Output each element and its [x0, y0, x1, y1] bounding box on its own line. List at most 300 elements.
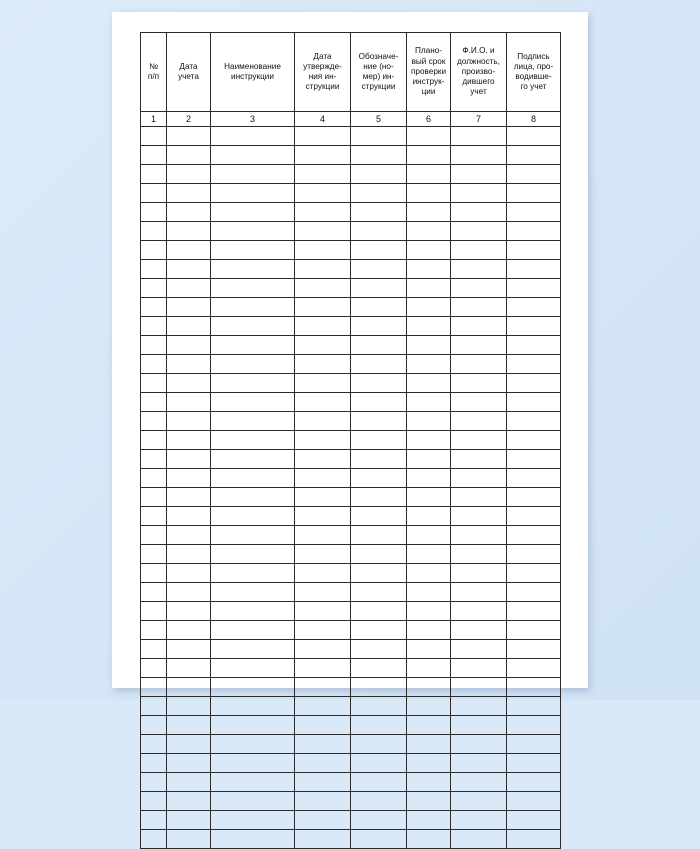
- table-row[interactable]: [141, 241, 561, 260]
- table-cell-c3[interactable]: [211, 431, 295, 450]
- table-cell-c7[interactable]: [451, 583, 507, 602]
- table-cell-c8[interactable]: [507, 222, 561, 241]
- table-cell-c1[interactable]: [141, 355, 167, 374]
- table-cell-c7[interactable]: [451, 374, 507, 393]
- table-cell-c6[interactable]: [407, 393, 451, 412]
- table-cell-c2[interactable]: [167, 583, 211, 602]
- table-cell-c7[interactable]: [451, 260, 507, 279]
- table-cell-c8[interactable]: [507, 374, 561, 393]
- table-cell-c3[interactable]: [211, 621, 295, 640]
- table-cell-c6[interactable]: [407, 355, 451, 374]
- table-cell-c6[interactable]: [407, 488, 451, 507]
- table-cell-c6[interactable]: [407, 317, 451, 336]
- table-cell-c1[interactable]: [141, 431, 167, 450]
- table-cell-c2[interactable]: [167, 393, 211, 412]
- table-cell-c6[interactable]: [407, 545, 451, 564]
- table-cell-c2[interactable]: [167, 279, 211, 298]
- table-row[interactable]: [141, 222, 561, 241]
- table-cell-c1[interactable]: [141, 317, 167, 336]
- table-cell-c4[interactable]: [295, 602, 351, 621]
- table-cell-c8[interactable]: [507, 450, 561, 469]
- table-cell-c2[interactable]: [167, 735, 211, 754]
- table-cell-c8[interactable]: [507, 811, 561, 830]
- table-cell-c8[interactable]: [507, 317, 561, 336]
- table-cell-c5[interactable]: [351, 165, 407, 184]
- table-cell-c5[interactable]: [351, 735, 407, 754]
- table-cell-c4[interactable]: [295, 469, 351, 488]
- table-row[interactable]: [141, 431, 561, 450]
- table-cell-c1[interactable]: [141, 336, 167, 355]
- table-row[interactable]: [141, 659, 561, 678]
- table-cell-c3[interactable]: [211, 222, 295, 241]
- table-cell-c3[interactable]: [211, 336, 295, 355]
- table-cell-c8[interactable]: [507, 412, 561, 431]
- table-cell-c5[interactable]: [351, 222, 407, 241]
- table-row[interactable]: [141, 260, 561, 279]
- table-cell-c6[interactable]: [407, 621, 451, 640]
- table-cell-c7[interactable]: [451, 431, 507, 450]
- table-cell-c4[interactable]: [295, 222, 351, 241]
- table-cell-c3[interactable]: [211, 146, 295, 165]
- table-cell-c6[interactable]: [407, 716, 451, 735]
- table-row[interactable]: [141, 298, 561, 317]
- table-row[interactable]: [141, 773, 561, 792]
- table-cell-c8[interactable]: [507, 545, 561, 564]
- table-cell-c2[interactable]: [167, 640, 211, 659]
- table-row[interactable]: [141, 279, 561, 298]
- table-cell-c7[interactable]: [451, 355, 507, 374]
- table-cell-c5[interactable]: [351, 792, 407, 811]
- table-cell-c2[interactable]: [167, 165, 211, 184]
- table-cell-c8[interactable]: [507, 564, 561, 583]
- table-cell-c7[interactable]: [451, 336, 507, 355]
- table-cell-c8[interactable]: [507, 146, 561, 165]
- table-cell-c4[interactable]: [295, 811, 351, 830]
- table-cell-c2[interactable]: [167, 564, 211, 583]
- table-cell-c4[interactable]: [295, 317, 351, 336]
- table-cell-c4[interactable]: [295, 773, 351, 792]
- table-cell-c7[interactable]: [451, 127, 507, 146]
- table-cell-c4[interactable]: [295, 507, 351, 526]
- table-cell-c5[interactable]: [351, 830, 407, 849]
- table-cell-c8[interactable]: [507, 184, 561, 203]
- table-cell-c6[interactable]: [407, 222, 451, 241]
- table-cell-c2[interactable]: [167, 792, 211, 811]
- table-cell-c3[interactable]: [211, 811, 295, 830]
- table-cell-c3[interactable]: [211, 241, 295, 260]
- table-cell-c1[interactable]: [141, 773, 167, 792]
- table-cell-c3[interactable]: [211, 735, 295, 754]
- table-cell-c5[interactable]: [351, 583, 407, 602]
- table-cell-c5[interactable]: [351, 298, 407, 317]
- table-cell-c8[interactable]: [507, 279, 561, 298]
- table-cell-c8[interactable]: [507, 127, 561, 146]
- table-cell-c2[interactable]: [167, 621, 211, 640]
- table-cell-c2[interactable]: [167, 773, 211, 792]
- table-cell-c1[interactable]: [141, 716, 167, 735]
- table-cell-c1[interactable]: [141, 450, 167, 469]
- table-cell-c5[interactable]: [351, 260, 407, 279]
- table-cell-c6[interactable]: [407, 526, 451, 545]
- table-cell-c3[interactable]: [211, 127, 295, 146]
- table-cell-c1[interactable]: [141, 678, 167, 697]
- table-cell-c8[interactable]: [507, 203, 561, 222]
- table-cell-c7[interactable]: [451, 393, 507, 412]
- table-cell-c7[interactable]: [451, 469, 507, 488]
- table-cell-c7[interactable]: [451, 545, 507, 564]
- table-cell-c7[interactable]: [451, 317, 507, 336]
- table-row[interactable]: [141, 830, 561, 849]
- table-cell-c6[interactable]: [407, 678, 451, 697]
- table-cell-c1[interactable]: [141, 222, 167, 241]
- table-cell-c4[interactable]: [295, 697, 351, 716]
- table-cell-c4[interactable]: [295, 754, 351, 773]
- table-cell-c7[interactable]: [451, 279, 507, 298]
- table-row[interactable]: [141, 393, 561, 412]
- table-cell-c6[interactable]: [407, 564, 451, 583]
- table-cell-c8[interactable]: [507, 735, 561, 754]
- table-cell-c7[interactable]: [451, 697, 507, 716]
- table-cell-c4[interactable]: [295, 564, 351, 583]
- table-cell-c4[interactable]: [295, 127, 351, 146]
- table-cell-c8[interactable]: [507, 507, 561, 526]
- table-cell-c2[interactable]: [167, 184, 211, 203]
- table-cell-c8[interactable]: [507, 716, 561, 735]
- table-cell-c7[interactable]: [451, 659, 507, 678]
- table-cell-c6[interactable]: [407, 697, 451, 716]
- table-cell-c4[interactable]: [295, 659, 351, 678]
- table-cell-c7[interactable]: [451, 564, 507, 583]
- table-cell-c6[interactable]: [407, 260, 451, 279]
- table-cell-c5[interactable]: [351, 279, 407, 298]
- table-cell-c1[interactable]: [141, 374, 167, 393]
- table-cell-c7[interactable]: [451, 526, 507, 545]
- table-cell-c5[interactable]: [351, 754, 407, 773]
- table-cell-c3[interactable]: [211, 697, 295, 716]
- table-cell-c8[interactable]: [507, 393, 561, 412]
- table-cell-c2[interactable]: [167, 754, 211, 773]
- table-cell-c3[interactable]: [211, 773, 295, 792]
- table-row[interactable]: [141, 412, 561, 431]
- table-cell-c6[interactable]: [407, 469, 451, 488]
- table-cell-c5[interactable]: [351, 678, 407, 697]
- table-row[interactable]: [141, 811, 561, 830]
- table-cell-c4[interactable]: [295, 431, 351, 450]
- table-cell-c4[interactable]: [295, 830, 351, 849]
- table-cell-c2[interactable]: [167, 545, 211, 564]
- table-cell-c2[interactable]: [167, 336, 211, 355]
- table-cell-c7[interactable]: [451, 184, 507, 203]
- table-cell-c2[interactable]: [167, 260, 211, 279]
- table-cell-c6[interactable]: [407, 127, 451, 146]
- table-cell-c7[interactable]: [451, 811, 507, 830]
- table-cell-c6[interactable]: [407, 374, 451, 393]
- table-cell-c6[interactable]: [407, 203, 451, 222]
- table-cell-c7[interactable]: [451, 298, 507, 317]
- table-cell-c3[interactable]: [211, 754, 295, 773]
- table-cell-c8[interactable]: [507, 260, 561, 279]
- table-cell-c2[interactable]: [167, 298, 211, 317]
- table-cell-c1[interactable]: [141, 640, 167, 659]
- table-cell-c5[interactable]: [351, 488, 407, 507]
- table-row[interactable]: [141, 792, 561, 811]
- table-cell-c7[interactable]: [451, 222, 507, 241]
- table-cell-c4[interactable]: [295, 488, 351, 507]
- table-row[interactable]: [141, 336, 561, 355]
- table-cell-c5[interactable]: [351, 811, 407, 830]
- table-cell-c2[interactable]: [167, 222, 211, 241]
- table-row[interactable]: [141, 640, 561, 659]
- table-cell-c1[interactable]: [141, 526, 167, 545]
- table-cell-c3[interactable]: [211, 317, 295, 336]
- table-cell-c8[interactable]: [507, 298, 561, 317]
- table-cell-c8[interactable]: [507, 583, 561, 602]
- table-cell-c7[interactable]: [451, 792, 507, 811]
- table-cell-c8[interactable]: [507, 754, 561, 773]
- table-cell-c2[interactable]: [167, 146, 211, 165]
- table-cell-c6[interactable]: [407, 431, 451, 450]
- table-cell-c5[interactable]: [351, 773, 407, 792]
- table-cell-c5[interactable]: [351, 127, 407, 146]
- table-cell-c3[interactable]: [211, 469, 295, 488]
- table-cell-c2[interactable]: [167, 697, 211, 716]
- table-row[interactable]: [141, 127, 561, 146]
- table-row[interactable]: [141, 355, 561, 374]
- table-cell-c2[interactable]: [167, 811, 211, 830]
- table-cell-c8[interactable]: [507, 241, 561, 260]
- table-cell-c4[interactable]: [295, 450, 351, 469]
- table-cell-c8[interactable]: [507, 336, 561, 355]
- table-cell-c7[interactable]: [451, 450, 507, 469]
- table-cell-c7[interactable]: [451, 203, 507, 222]
- table-cell-c1[interactable]: [141, 735, 167, 754]
- table-cell-c5[interactable]: [351, 659, 407, 678]
- table-cell-c1[interactable]: [141, 241, 167, 260]
- table-cell-c3[interactable]: [211, 792, 295, 811]
- table-cell-c5[interactable]: [351, 146, 407, 165]
- table-cell-c8[interactable]: [507, 165, 561, 184]
- table-cell-c1[interactable]: [141, 165, 167, 184]
- table-cell-c3[interactable]: [211, 298, 295, 317]
- table-cell-c6[interactable]: [407, 336, 451, 355]
- table-row[interactable]: [141, 469, 561, 488]
- table-cell-c1[interactable]: [141, 203, 167, 222]
- table-cell-c1[interactable]: [141, 564, 167, 583]
- table-cell-c2[interactable]: [167, 431, 211, 450]
- table-cell-c6[interactable]: [407, 412, 451, 431]
- table-cell-c6[interactable]: [407, 640, 451, 659]
- table-cell-c4[interactable]: [295, 203, 351, 222]
- table-cell-c8[interactable]: [507, 469, 561, 488]
- table-cell-c7[interactable]: [451, 773, 507, 792]
- table-row[interactable]: [141, 488, 561, 507]
- table-cell-c1[interactable]: [141, 545, 167, 564]
- table-cell-c1[interactable]: [141, 279, 167, 298]
- table-cell-c1[interactable]: [141, 412, 167, 431]
- table-cell-c2[interactable]: [167, 203, 211, 222]
- table-cell-c6[interactable]: [407, 792, 451, 811]
- table-cell-c2[interactable]: [167, 678, 211, 697]
- table-cell-c4[interactable]: [295, 165, 351, 184]
- table-row[interactable]: [141, 716, 561, 735]
- table-cell-c1[interactable]: [141, 697, 167, 716]
- table-cell-c5[interactable]: [351, 621, 407, 640]
- table-cell-c3[interactable]: [211, 488, 295, 507]
- table-cell-c6[interactable]: [407, 165, 451, 184]
- table-cell-c8[interactable]: [507, 355, 561, 374]
- table-cell-c2[interactable]: [167, 241, 211, 260]
- table-cell-c3[interactable]: [211, 279, 295, 298]
- table-cell-c5[interactable]: [351, 336, 407, 355]
- table-cell-c4[interactable]: [295, 241, 351, 260]
- table-cell-c8[interactable]: [507, 697, 561, 716]
- table-row[interactable]: [141, 754, 561, 773]
- table-cell-c2[interactable]: [167, 507, 211, 526]
- table-cell-c5[interactable]: [351, 393, 407, 412]
- table-cell-c7[interactable]: [451, 621, 507, 640]
- table-cell-c8[interactable]: [507, 830, 561, 849]
- table-cell-c6[interactable]: [407, 602, 451, 621]
- table-cell-c6[interactable]: [407, 241, 451, 260]
- table-cell-c3[interactable]: [211, 640, 295, 659]
- table-cell-c8[interactable]: [507, 526, 561, 545]
- table-cell-c6[interactable]: [407, 583, 451, 602]
- table-cell-c3[interactable]: [211, 450, 295, 469]
- table-cell-c5[interactable]: [351, 317, 407, 336]
- table-cell-c1[interactable]: [141, 127, 167, 146]
- table-cell-c3[interactable]: [211, 659, 295, 678]
- table-cell-c5[interactable]: [351, 697, 407, 716]
- table-cell-c1[interactable]: [141, 469, 167, 488]
- table-cell-c4[interactable]: [295, 260, 351, 279]
- table-cell-c8[interactable]: [507, 431, 561, 450]
- table-cell-c4[interactable]: [295, 146, 351, 165]
- table-cell-c3[interactable]: [211, 165, 295, 184]
- table-row[interactable]: [141, 678, 561, 697]
- table-cell-c7[interactable]: [451, 146, 507, 165]
- table-cell-c5[interactable]: [351, 640, 407, 659]
- table-cell-c3[interactable]: [211, 393, 295, 412]
- table-cell-c6[interactable]: [407, 811, 451, 830]
- table-cell-c7[interactable]: [451, 488, 507, 507]
- table-cell-c5[interactable]: [351, 184, 407, 203]
- table-row[interactable]: [141, 165, 561, 184]
- table-cell-c2[interactable]: [167, 469, 211, 488]
- table-cell-c2[interactable]: [167, 488, 211, 507]
- table-cell-c7[interactable]: [451, 830, 507, 849]
- table-cell-c4[interactable]: [295, 374, 351, 393]
- table-cell-c4[interactable]: [295, 792, 351, 811]
- table-cell-c6[interactable]: [407, 773, 451, 792]
- table-cell-c8[interactable]: [507, 640, 561, 659]
- table-cell-c4[interactable]: [295, 716, 351, 735]
- table-cell-c1[interactable]: [141, 298, 167, 317]
- table-cell-c2[interactable]: [167, 450, 211, 469]
- table-row[interactable]: [141, 583, 561, 602]
- table-cell-c6[interactable]: [407, 450, 451, 469]
- table-row[interactable]: [141, 697, 561, 716]
- table-cell-c4[interactable]: [295, 640, 351, 659]
- table-row[interactable]: [141, 317, 561, 336]
- table-cell-c8[interactable]: [507, 678, 561, 697]
- table-cell-c1[interactable]: [141, 811, 167, 830]
- table-row[interactable]: [141, 184, 561, 203]
- table-cell-c5[interactable]: [351, 412, 407, 431]
- table-cell-c3[interactable]: [211, 830, 295, 849]
- table-cell-c3[interactable]: [211, 602, 295, 621]
- table-row[interactable]: [141, 374, 561, 393]
- table-cell-c1[interactable]: [141, 602, 167, 621]
- table-cell-c8[interactable]: [507, 488, 561, 507]
- table-cell-c1[interactable]: [141, 184, 167, 203]
- table-cell-c4[interactable]: [295, 336, 351, 355]
- table-cell-c2[interactable]: [167, 830, 211, 849]
- table-cell-c2[interactable]: [167, 659, 211, 678]
- table-cell-c7[interactable]: [451, 602, 507, 621]
- table-cell-c4[interactable]: [295, 621, 351, 640]
- table-cell-c3[interactable]: [211, 545, 295, 564]
- table-cell-c1[interactable]: [141, 792, 167, 811]
- table-cell-c8[interactable]: [507, 773, 561, 792]
- table-cell-c1[interactable]: [141, 621, 167, 640]
- table-cell-c8[interactable]: [507, 621, 561, 640]
- table-row[interactable]: [141, 450, 561, 469]
- table-cell-c6[interactable]: [407, 184, 451, 203]
- table-cell-c5[interactable]: [351, 355, 407, 374]
- table-cell-c7[interactable]: [451, 678, 507, 697]
- table-cell-c3[interactable]: [211, 260, 295, 279]
- table-cell-c4[interactable]: [295, 735, 351, 754]
- table-cell-c2[interactable]: [167, 602, 211, 621]
- table-cell-c3[interactable]: [211, 203, 295, 222]
- table-cell-c7[interactable]: [451, 754, 507, 773]
- table-cell-c5[interactable]: [351, 374, 407, 393]
- table-cell-c2[interactable]: [167, 355, 211, 374]
- table-cell-c3[interactable]: [211, 507, 295, 526]
- table-cell-c1[interactable]: [141, 393, 167, 412]
- table-row[interactable]: [141, 526, 561, 545]
- table-cell-c7[interactable]: [451, 716, 507, 735]
- table-cell-c3[interactable]: [211, 355, 295, 374]
- table-cell-c5[interactable]: [351, 431, 407, 450]
- table-cell-c3[interactable]: [211, 583, 295, 602]
- table-cell-c5[interactable]: [351, 545, 407, 564]
- table-cell-c1[interactable]: [141, 583, 167, 602]
- table-cell-c5[interactable]: [351, 450, 407, 469]
- table-cell-c3[interactable]: [211, 412, 295, 431]
- table-cell-c5[interactable]: [351, 564, 407, 583]
- table-cell-c5[interactable]: [351, 203, 407, 222]
- table-row[interactable]: [141, 735, 561, 754]
- table-cell-c3[interactable]: [211, 526, 295, 545]
- table-cell-c4[interactable]: [295, 279, 351, 298]
- table-cell-c2[interactable]: [167, 127, 211, 146]
- table-cell-c4[interactable]: [295, 678, 351, 697]
- table-cell-c6[interactable]: [407, 754, 451, 773]
- table-cell-c4[interactable]: [295, 393, 351, 412]
- table-cell-c6[interactable]: [407, 507, 451, 526]
- table-cell-c3[interactable]: [211, 564, 295, 583]
- table-cell-c4[interactable]: [295, 545, 351, 564]
- table-cell-c7[interactable]: [451, 735, 507, 754]
- table-cell-c5[interactable]: [351, 602, 407, 621]
- table-row[interactable]: [141, 545, 561, 564]
- table-cell-c7[interactable]: [451, 165, 507, 184]
- table-cell-c1[interactable]: [141, 659, 167, 678]
- table-cell-c8[interactable]: [507, 602, 561, 621]
- table-cell-c2[interactable]: [167, 716, 211, 735]
- table-cell-c6[interactable]: [407, 279, 451, 298]
